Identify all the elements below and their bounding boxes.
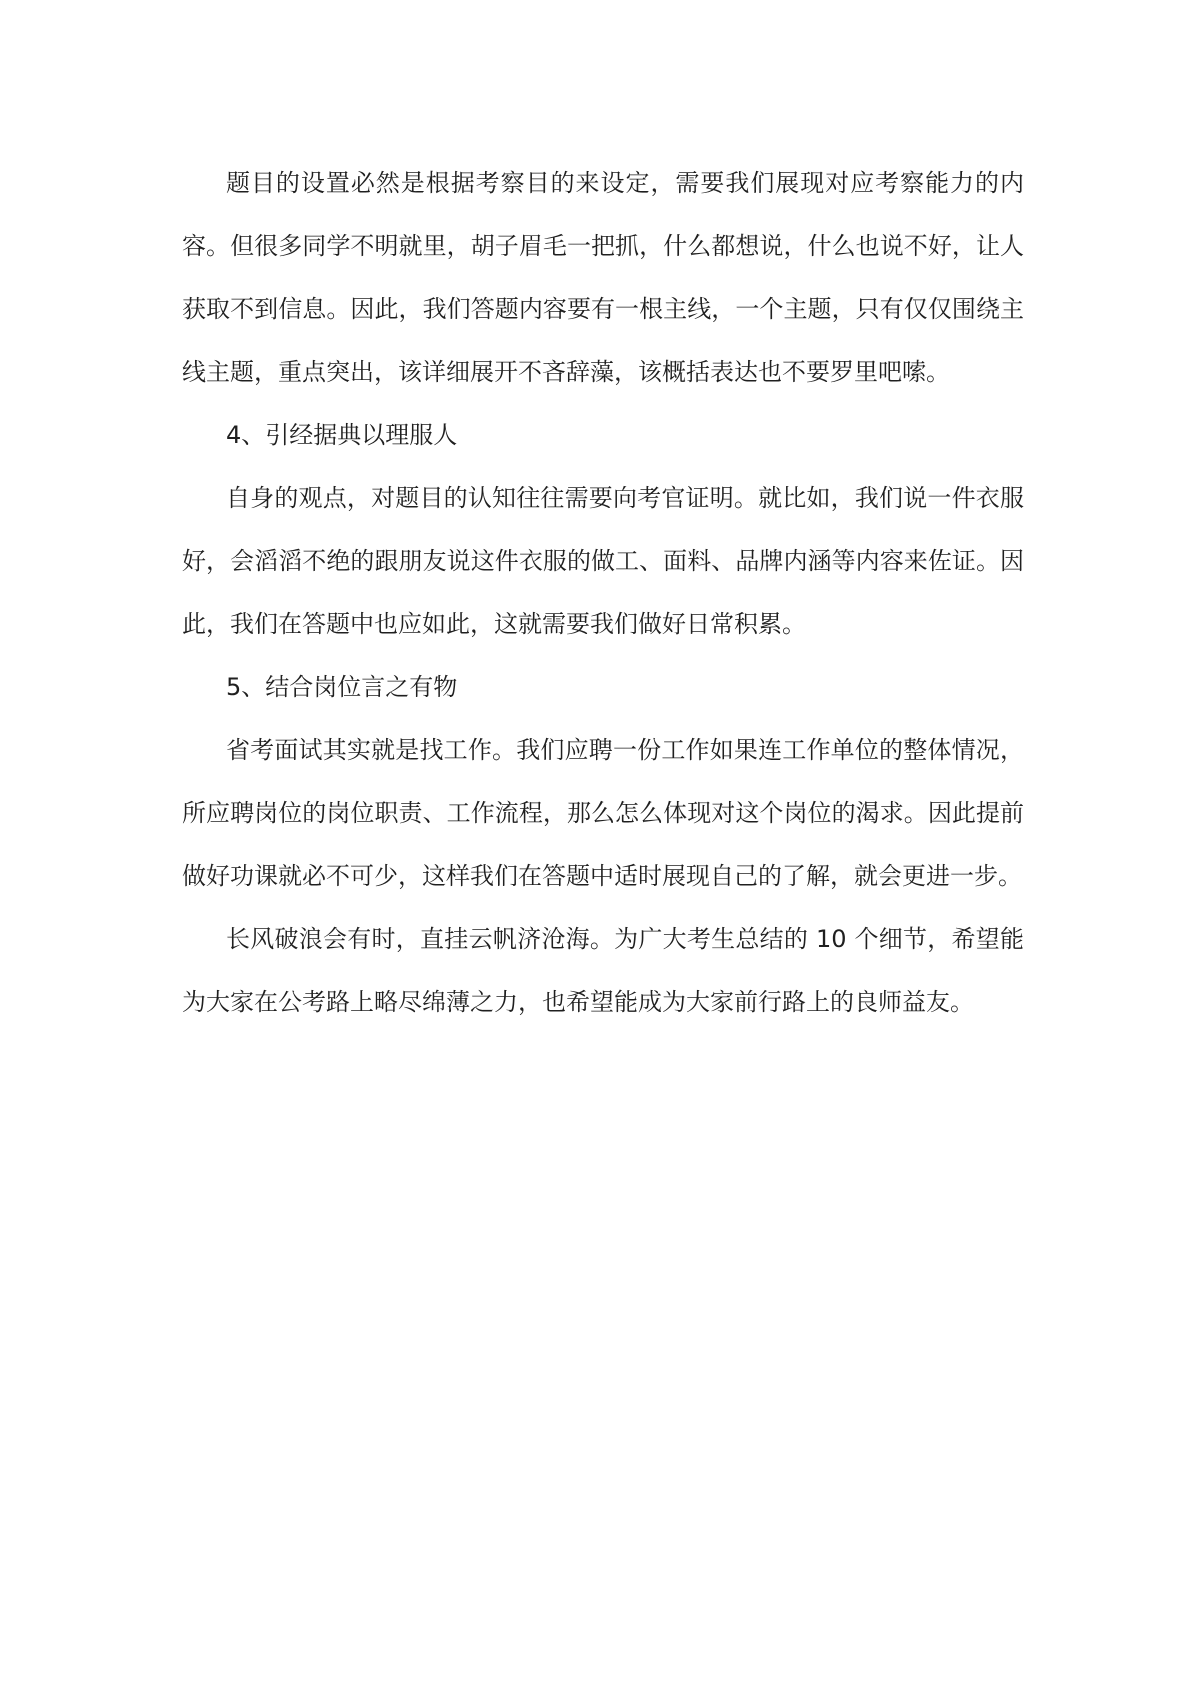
section-heading-5: 5、结合岗位言之有物	[226, 673, 458, 701]
paragraph-job-research: 省考面试其实就是找工作。我们应聘一份工作如果连工作单位的整体情况，所应聘岗位的岗位职责、工作流程，那么怎么体现对这个岗位的渴求。因此提前做好功课就必不可少，这样我们在答题中适时展现自己的了解，就会更进一步。	[182, 736, 1024, 890]
paragraph-closing: 长风破浪会有时，直挂云帆济沧海。为广大考生总结的 10 个细节，希望能为大家在公考路上略尽绵薄之力，也希望能成为大家前行路上的良师益友。	[182, 925, 1024, 1016]
document-body	[182, 152, 1024, 1034]
paragraph-topic-focus: 题目的设置必然是根据考察目的来设定，需要我们展现对应考察能力的内容。但很多同学不明就里，胡子眉毛一把抓，什么都想说，什么也说不好，让人获取不到信息。因此，我们答题内容要有一根主线，一个主题，只有仅仅围绕主线主题，重点突出，该详细展开不吝辞藻，该概括表达也不要罗里吧嗦。	[182, 169, 1024, 386]
paragraph-evidence: 自身的观点，对题目的认知往往需要向考官证明。就比如，我们说一件衣服好，会滔滔不绝的跟朋友说这件衣服的做工、面料、品牌内涵等内容来佐证。因此，我们在答题中也应如此，这就需要我们做好日常积累。	[182, 484, 1024, 638]
section-heading-4: 4、引经据典以理服人	[226, 421, 458, 449]
